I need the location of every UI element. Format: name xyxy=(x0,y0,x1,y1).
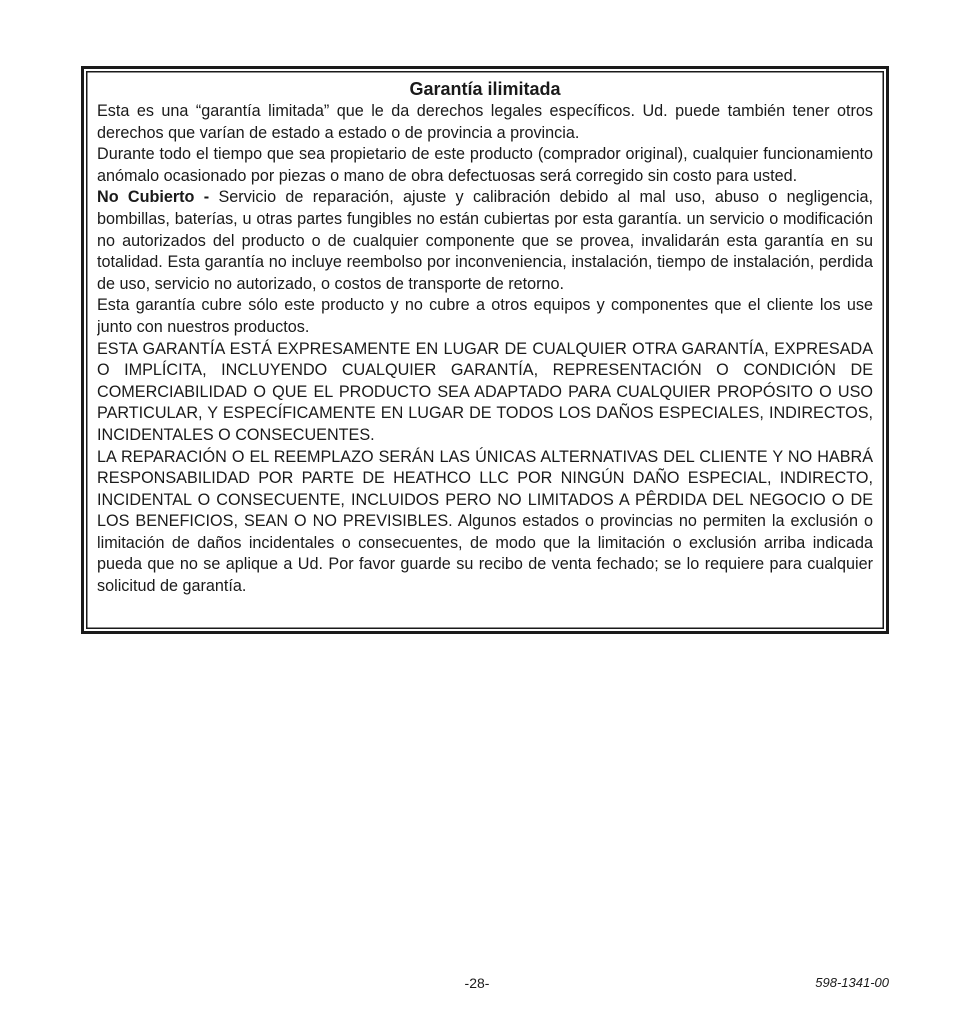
warranty-paragraph-liability: LA REPARACIÓN O EL REEMPLAZO SERÁN LAS ÚNICAS ALTERNATIVAS DEL CLIENTE Y NO HABRÁ RESPONSABILIDAD POR PARTE DE HEATHCO LLC POR NINGÚN DAÑO ESPECIAL, INDIRECTO, INCIDENTAL O CONSECUENTE, INCLUIDOS PERO NO LIMITADOS A PÊRDIDA DEL NEGOCIO O DE LOS BENEFICIOS, SEAN O NO PREVISIBLES. Algunos estados o provincias no permiten la exclusión o limitación de daños incidentales o consecuentes, de modo que la limitación o exclusión arriba indicada pueda que no se aplique a Ud. Por favor guarde su recibo de venta fechado; se lo requiere para cualquier solicitud de garantía. xyxy=(97,447,873,596)
warranty-paragraph-rights: Esta es una “garantía limitada” que le da derechos legales específicos. Ud. puede también tener otros derechos que varían de estado a estado o de provincia a provincia. xyxy=(97,102,873,142)
warranty-paragraph-scope: Esta garantía cubre sólo este producto y no cubre a otros equipos y componentes que el cliente los use junto con nuestros productos. xyxy=(97,296,873,336)
not-covered-label: No Cubierto - xyxy=(97,188,210,207)
warranty-paragraph-exclusive: ESTA GARANTÍA ESTÁ EXPRESAMENTE EN LUGAR DE CUALQUIER OTRA GARANTÍA, EXPRESADA O IMPLÍCITA, INCLUYENDO CUALQUIER GARANTÍA, REPRESENTACIÓN O CONDICIÓN DE COMERCIABILIDAD O QUE EL PRODUCTO SEA ADAPTADO PARA CUALQUIER PROPÓSITO O USO PARTICULAR, Y ESPECÍFICAMENTE EN LUGAR DE TODOS LOS DAÑOS ESPECIALES, INDIRECTOS, INCIDENTALES O CONSECUENTES. xyxy=(97,339,873,444)
document-code: 598-1341-00 xyxy=(815,975,889,990)
warranty-content xyxy=(97,78,873,621)
warranty-title: Garantía ilimitada xyxy=(409,79,561,99)
warranty-paragraph-coverage: Durante todo el tiempo que sea propietario de este producto (comprador original), cualquier funcionamiento anómalo ocasionado por piezas o mano de obra defectuosas será corregido sin costo para usted. xyxy=(97,145,873,185)
warranty-paragraph-not-covered xyxy=(97,187,873,295)
warranty-box xyxy=(81,66,889,634)
page-number: -28- xyxy=(464,975,490,991)
not-covered-text: Servicio de reparación, ajuste y calibración debido al mal uso, abuso o negligencia, bombillas, baterías, u otras partes fungibles no están cubiertas por esta garantía. un servicio o modificación no autorizados del producto o de cualquier componente que se provea, invalidarán esta garantía en su totalidad. Esta garantía no incluye reembolso por inconveniencia, instalación, tiempo de instalación, perdida de uso, servicio no autorizado, o costos de transporte de retorno. xyxy=(97,188,873,293)
